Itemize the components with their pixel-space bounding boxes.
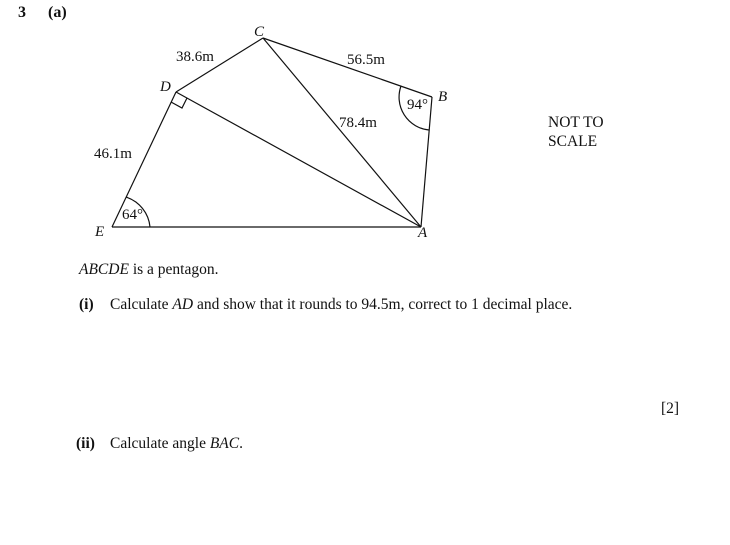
question-part-label: (a) bbox=[48, 4, 67, 21]
not-to-scale-line2: SCALE bbox=[548, 133, 598, 150]
length-cd: 38.6m bbox=[176, 49, 214, 65]
part-i-variable: AD bbox=[172, 296, 194, 313]
question-number: 3 bbox=[18, 4, 26, 21]
edge-cd bbox=[176, 38, 263, 92]
part-ii-text-after: . bbox=[239, 435, 243, 452]
length-cb: 56.5m bbox=[347, 52, 385, 68]
part-ii-text-before: Calculate angle bbox=[110, 435, 210, 452]
part-ii-label: (ii) bbox=[76, 435, 95, 452]
pentagon-statement-rest: is a pentagon. bbox=[128, 261, 219, 278]
right-angle-mark-d bbox=[171, 98, 187, 108]
vertex-label-e: E bbox=[95, 224, 105, 240]
part-ii-question bbox=[110, 435, 243, 453]
length-de: 46.1m bbox=[94, 146, 132, 162]
vertex-label-c: C bbox=[254, 24, 265, 40]
angle-b-label: 94° bbox=[407, 97, 428, 113]
pentagon-name: ABCDE bbox=[79, 261, 129, 278]
part-i-label: (i) bbox=[79, 296, 94, 313]
pentagon-statement bbox=[79, 261, 218, 279]
diagonal-da bbox=[176, 92, 421, 227]
angle-e-label: 64° bbox=[122, 207, 143, 223]
part-ii-variable: BAC bbox=[209, 435, 240, 452]
diagonal-ca bbox=[263, 38, 421, 227]
vertex-label-a: A bbox=[418, 225, 428, 241]
part-i-text-after: and show that it rounds to 94.5m, correct to 1 decimal place. bbox=[193, 296, 573, 313]
part-i-question bbox=[110, 296, 572, 314]
vertex-label-d: D bbox=[160, 79, 171, 95]
vertex-label-b: B bbox=[438, 89, 448, 105]
not-to-scale-line1: NOT TO bbox=[548, 114, 604, 131]
part-i-text-before: Calculate bbox=[110, 296, 173, 313]
edge-ab bbox=[421, 97, 432, 227]
part-i-marks: [2] bbox=[661, 400, 680, 417]
length-ca: 78.4m bbox=[339, 115, 377, 131]
